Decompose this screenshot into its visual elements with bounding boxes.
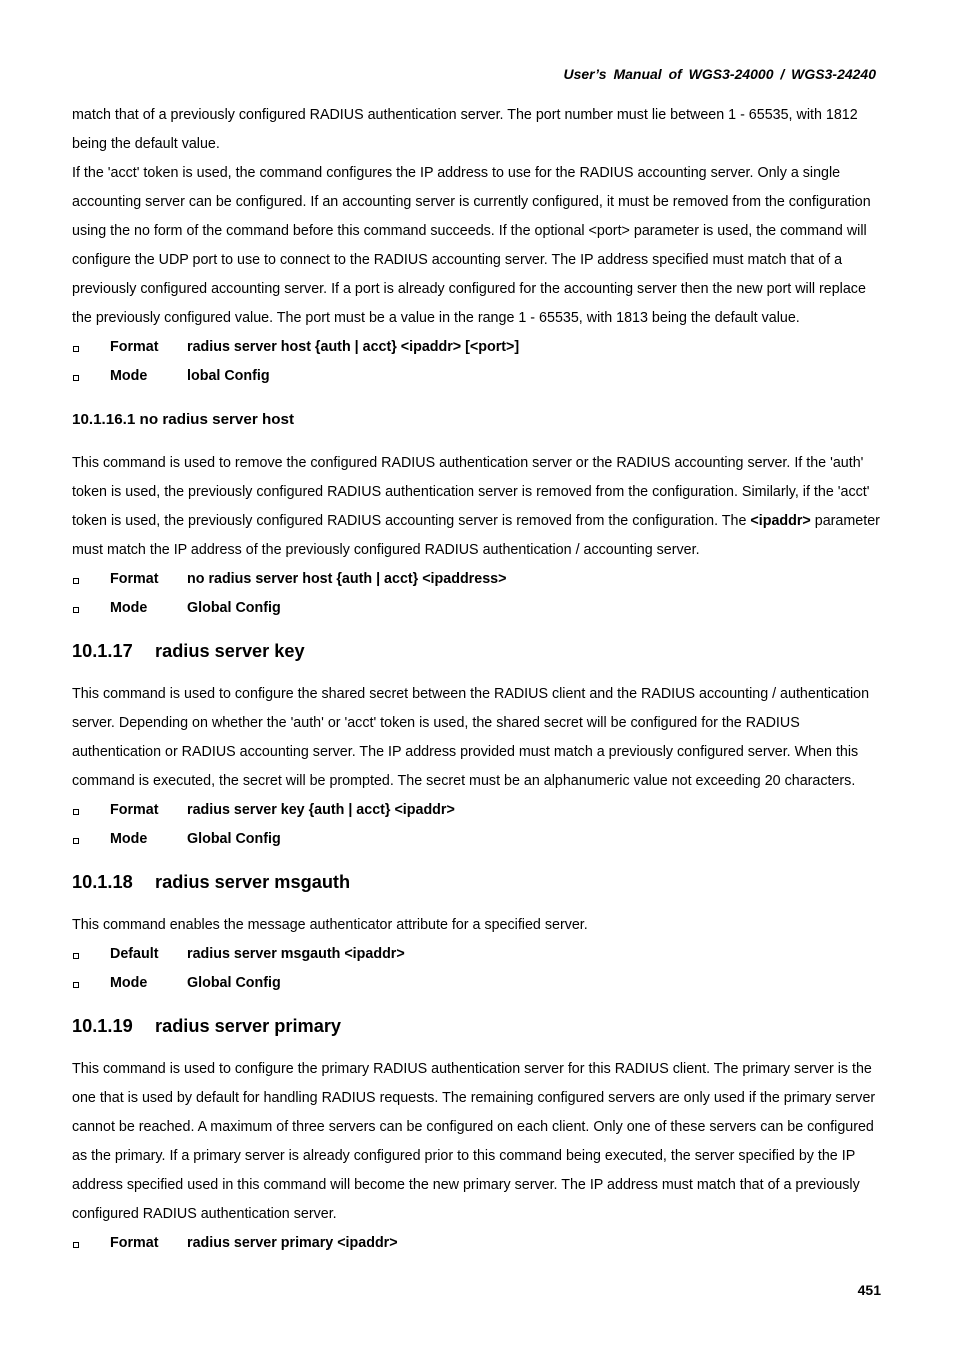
bullet-value: radius server key {auth | acct} <ipaddr> [187, 802, 455, 818]
key-mode-bullet [72, 825, 884, 854]
square-bullet-icon [73, 809, 79, 815]
page-number: 451 [857, 1282, 881, 1298]
bullet-label: Mode [110, 975, 148, 991]
no-host-bold-param: <ipaddr> [750, 513, 811, 529]
bullet-value: no radius server host {auth | acct} <ipaddress> [187, 571, 507, 587]
bullet-label: Default [110, 946, 159, 962]
bullet-value: radius server msgauth <ipaddr> [187, 946, 405, 962]
no-host-mode-bullet [72, 594, 884, 623]
bullet-label: Format [110, 1235, 159, 1251]
key-paragraph: This command is used to configure the shared secret between the RADIUS client and the RADIUS accounting / authentication server. Depending on whether the 'auth' or 'acct' token is used, the shared secret will be configured for the RADIUS authentication or RADIUS accounting server. The IP address provided must match a previously configured server. When this command is executed, the secret will be prompted. The secret must be an alphanumeric value not exceeding 20 characters. [72, 686, 870, 789]
msgauth-mode-bullet [72, 969, 884, 998]
no-host-heading: 10.1.16.1 no radius server host [72, 411, 295, 428]
bullet-label: Mode [110, 831, 148, 847]
section-number: 10.1.19 [72, 1016, 133, 1036]
square-bullet-icon [73, 953, 79, 959]
primary-format-bullet [72, 1229, 884, 1258]
section-number: 10.1.18 [72, 872, 133, 892]
document-body [72, 101, 884, 1258]
square-bullet-icon [73, 838, 79, 844]
section-number: 10.1.17 [72, 641, 133, 661]
section-title: radius server key [155, 641, 305, 661]
bullet-value: Global Config [187, 600, 281, 616]
bullet-label: Format [110, 802, 159, 818]
primary-section-heading [72, 1011, 884, 1041]
bullet-label: Format [110, 571, 159, 587]
section-title: radius server msgauth [155, 872, 351, 892]
intro-paragraph: match that of a previously configured RADIUS authentication server. The port number must lie between 1 - 65535, with 1812 being the default value. [72, 107, 858, 152]
section-title: radius server primary [155, 1016, 342, 1036]
square-bullet-icon [73, 982, 79, 988]
square-bullet-icon [73, 375, 79, 381]
no-host-paragraph [72, 449, 884, 565]
bullet-label: Mode [110, 600, 148, 616]
primary-paragraph: This command is used to configure the primary RADIUS authentication server for this RADIUS client. The primary server is the one that is used by default for handling RADIUS requests. The remaining configured servers are only used if the primary server cannot be reached. A maximum of three servers can be configured on each client. Only one of these servers can be configured as the primary. If a primary server is already configured prior to this command being executed, the server specified by the IP address specified used in this command will become the new primary server. The IP address must match that of a previously configured RADIUS authentication server. [72, 1061, 876, 1222]
bullet-value: Global Config [187, 831, 281, 847]
acct-paragraph: If the 'acct' token is used, the command configures the IP address to use for the RADIUS accounting server. Only a single accounting server can be configured. If an accounting server is currently configured, it must be removed from the configuration using the no form of the command before this command succeeds. If the optional <port> parameter is used, the command will configure the UDP port to use to connect to the RADIUS accounting server. The IP address specified must match that of a previously configured accounting server. If a port is already configured for the accounting server then the new port will replace the previously configured value. The port must be a value in the range 1 - 65535, with 1813 being the default value. [72, 165, 871, 326]
host-format-bullet [72, 333, 884, 362]
bullet-value: radius server primary <ipaddr> [187, 1235, 398, 1251]
host-mode-bullet [72, 362, 884, 391]
msgauth-default-bullet [72, 940, 884, 969]
no-host-text-after: parameter must match the IP address of the previously configured RADIUS authentication / accounting server. [72, 513, 880, 558]
square-bullet-icon [73, 578, 79, 584]
square-bullet-icon [73, 1242, 79, 1248]
no-host-text-before: This command is used to remove the configured RADIUS authentication server or the RADIUS accounting server. If the 'auth' token is used, the previously configured RADIUS authentication server is removed from the configuration. Similarly, if the 'acct' token is used, the previously configured RADIUS accounting server is removed from the configuration. The [72, 455, 870, 529]
bullet-label: Format [110, 339, 159, 355]
bullet-value: lobal Config [187, 368, 270, 384]
bullet-label: Mode [110, 368, 148, 384]
key-format-bullet [72, 796, 884, 825]
page-header: User’s Manual of WGS3-24000 / WGS3-24240 [563, 66, 876, 82]
msgauth-section-heading [72, 867, 884, 897]
key-section-heading [72, 636, 884, 666]
bullet-value: Global Config [187, 975, 281, 991]
msgauth-paragraph: This command enables the message authenticator attribute for a specified server. [72, 917, 588, 933]
bullet-value: radius server host {auth | acct} <ipaddr> [<port>] [187, 339, 520, 355]
square-bullet-icon [73, 346, 79, 352]
square-bullet-icon [73, 607, 79, 613]
no-host-format-bullet [72, 565, 884, 594]
